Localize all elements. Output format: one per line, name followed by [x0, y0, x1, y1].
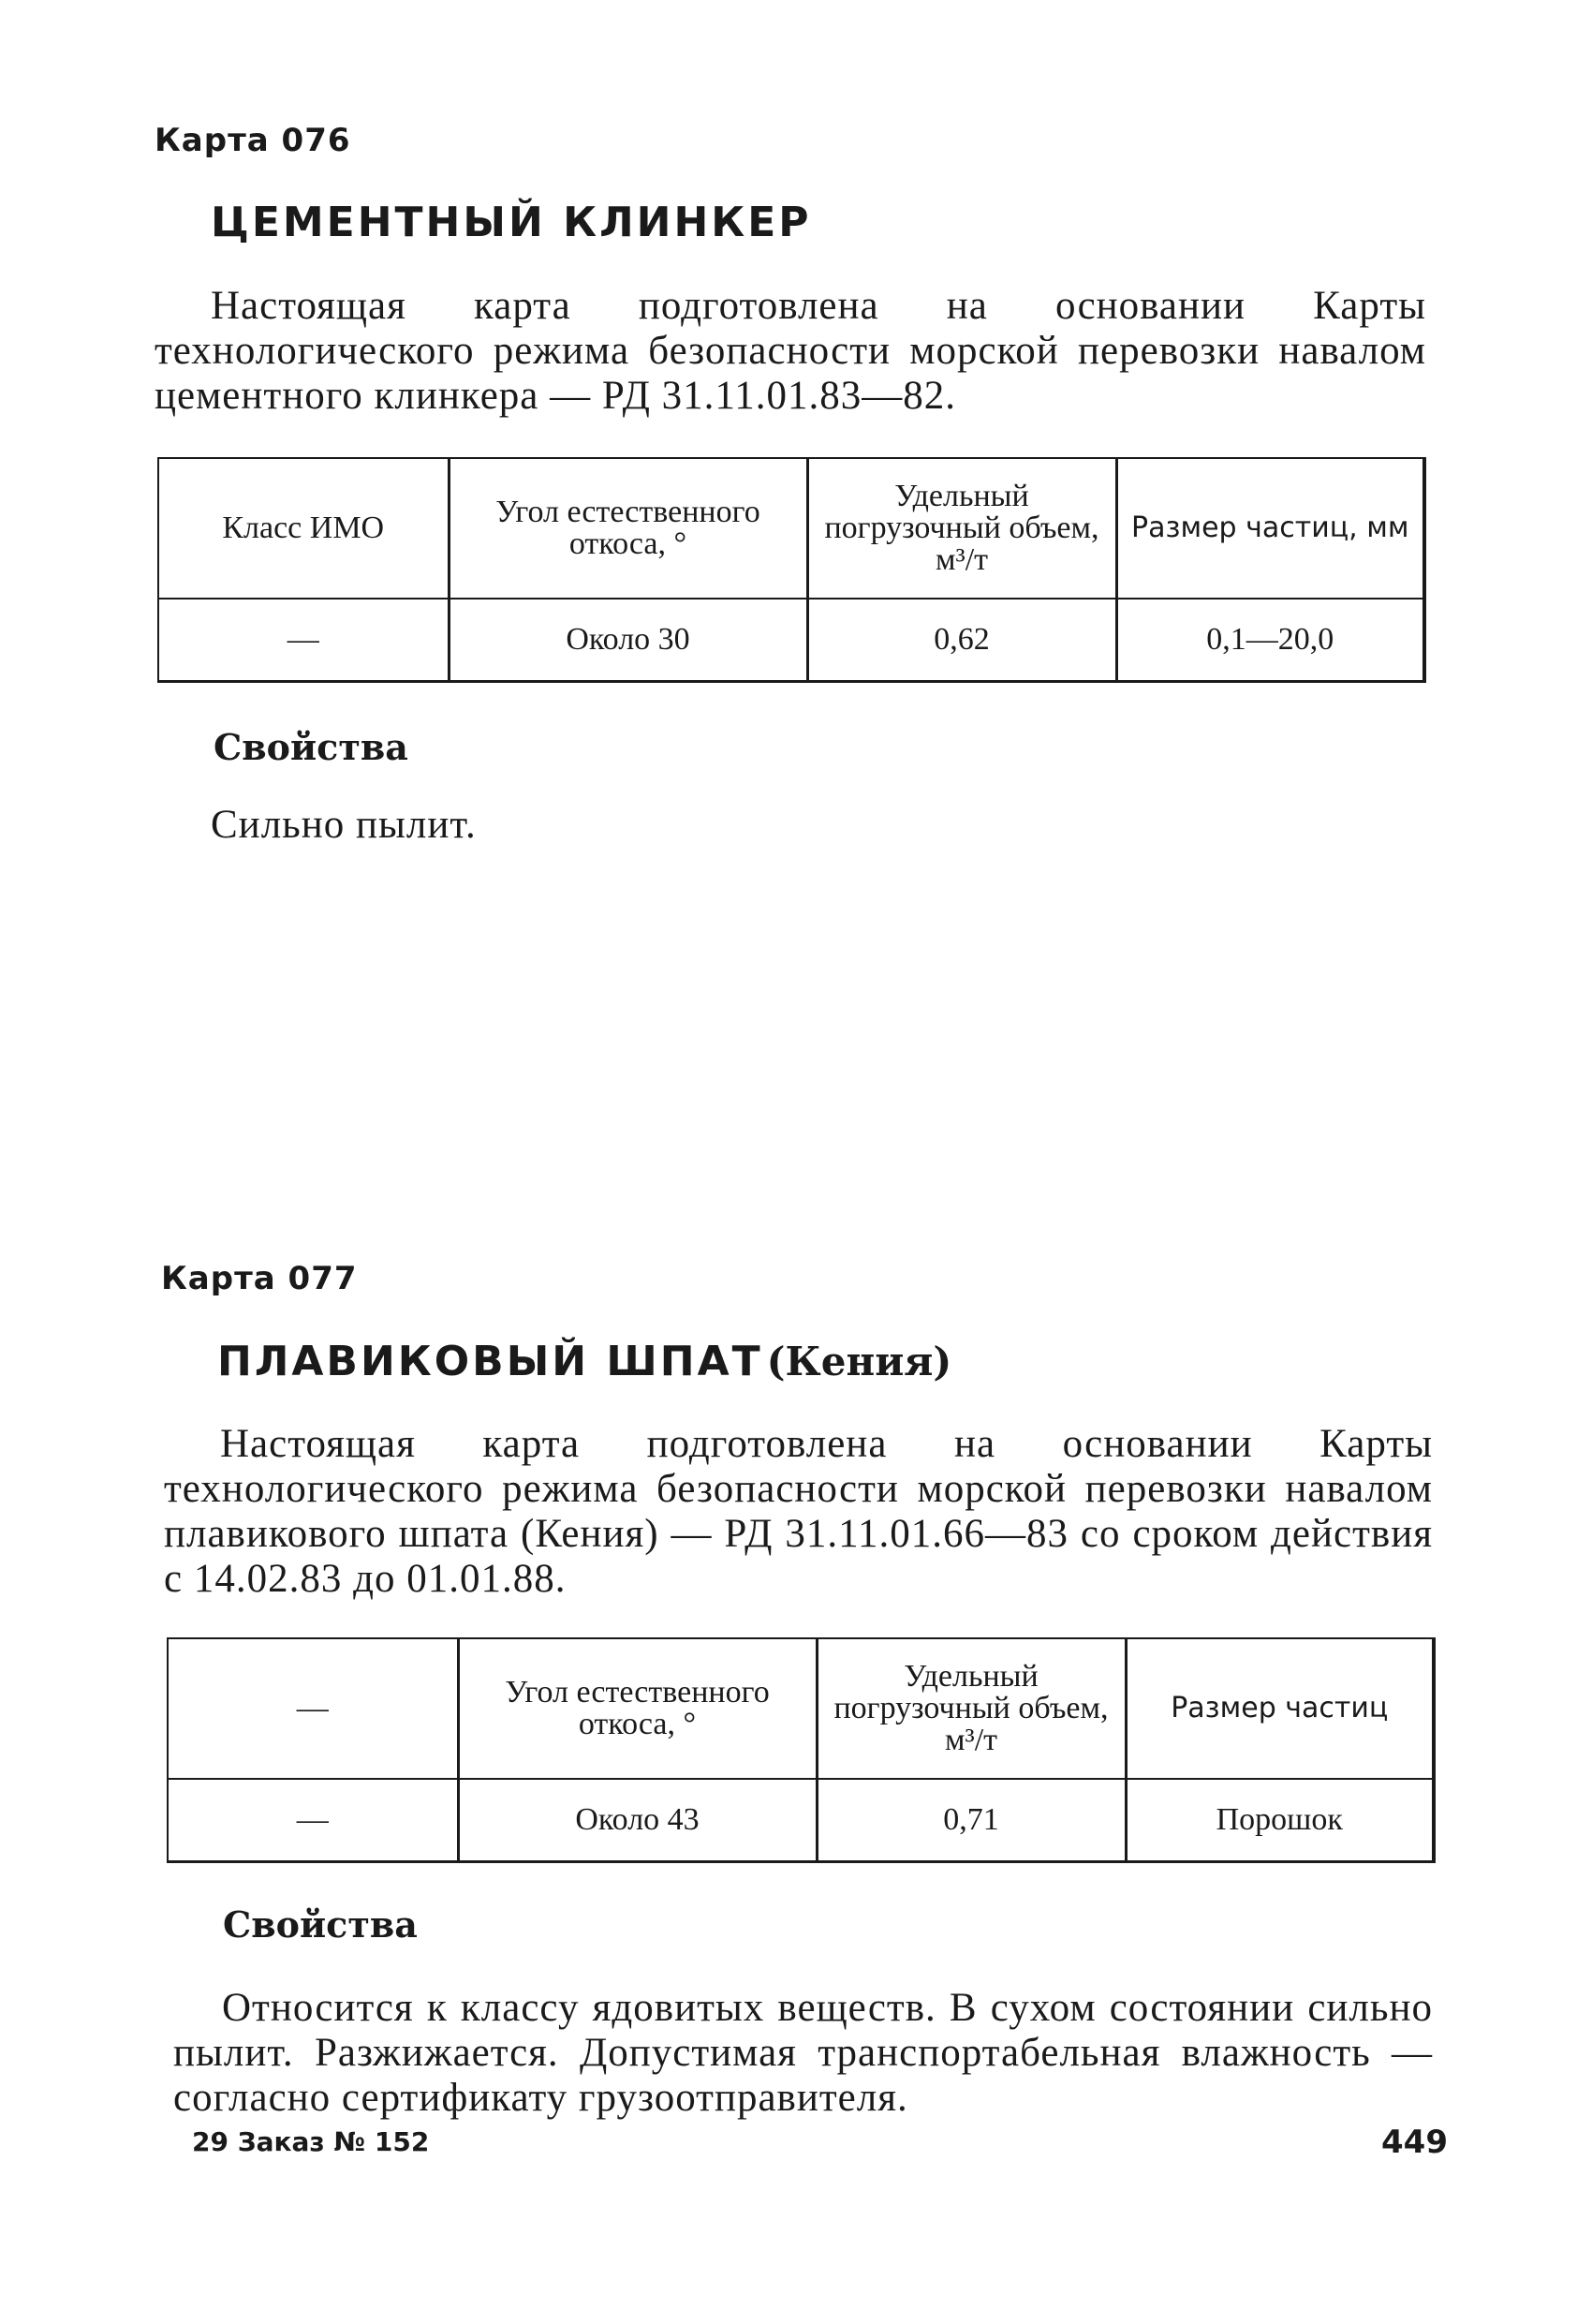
table-row	[158, 599, 1424, 682]
card-label: Карта 076	[155, 122, 351, 159]
table-cell: 0,71	[817, 1779, 1126, 1862]
column-header: Угол естественного откоса, °	[449, 458, 807, 599]
column-header: Размер частиц, мм	[1116, 458, 1424, 599]
table-cell: Около 30	[449, 599, 807, 682]
column-header: Класс ИМО	[158, 458, 449, 599]
table-cell: Около 43	[458, 1779, 817, 1862]
table-cell: 0,1—20,0	[1116, 599, 1424, 682]
properties-heading: Свойства	[214, 726, 408, 768]
card-intro: Настоящая карта подготовлена на основании Карты технологического режима безопасности морской перевозки навалом цементного клинкера — РД 31.11.01.83—82.	[155, 284, 1426, 418]
table-cell: —	[158, 599, 449, 682]
card-spec-table	[167, 1637, 1436, 1863]
column-header: Размер частиц	[1126, 1638, 1434, 1779]
card-intro: Настоящая карта подготовлена на основании Карты технологического режима безопасности морской перевозки навалом плавикового шпата (Кения) — РД 31.11.01.66—83 со сроком действия с 14.02.83 до 01.01.88.	[164, 1422, 1433, 1601]
column-header: —	[168, 1638, 458, 1779]
properties-text: Относится к классу ядовитых веществ. В сухом состоянии сильно пылит. Разжижается. Допустимая транспортабельная влажность — согласно сертификату грузоотправителя.	[173, 1986, 1433, 2120]
card-title: ПЛАВИКОВЫЙ ШПАТ	[217, 1338, 763, 1385]
table-cell: Порошок	[1126, 1779, 1434, 1862]
card-label: Карта 077	[161, 1260, 358, 1297]
properties-heading: Свойства	[223, 1903, 418, 1946]
card-spec-table	[157, 457, 1426, 683]
column-header: Удельный погрузочный объем, м³/т	[817, 1638, 1126, 1779]
table-row	[168, 1779, 1434, 1862]
column-header: Удельный погрузочный объем, м³/т	[807, 458, 1116, 599]
table-cell: —	[168, 1779, 458, 1862]
print-signature: 29 Заказ № 152	[192, 2126, 430, 2157]
page-number: 449	[1381, 2124, 1448, 2161]
card-title: ЦЕМЕНТНЫЙ КЛИНКЕР	[211, 199, 812, 246]
card-title-suffix: (Кения)	[766, 1339, 952, 1384]
column-header: Угол естественного откоса, °	[458, 1638, 817, 1779]
card-title-line	[217, 1338, 951, 1385]
table-cell: 0,62	[807, 599, 1116, 682]
properties-text: Сильно пылит.	[211, 803, 477, 847]
